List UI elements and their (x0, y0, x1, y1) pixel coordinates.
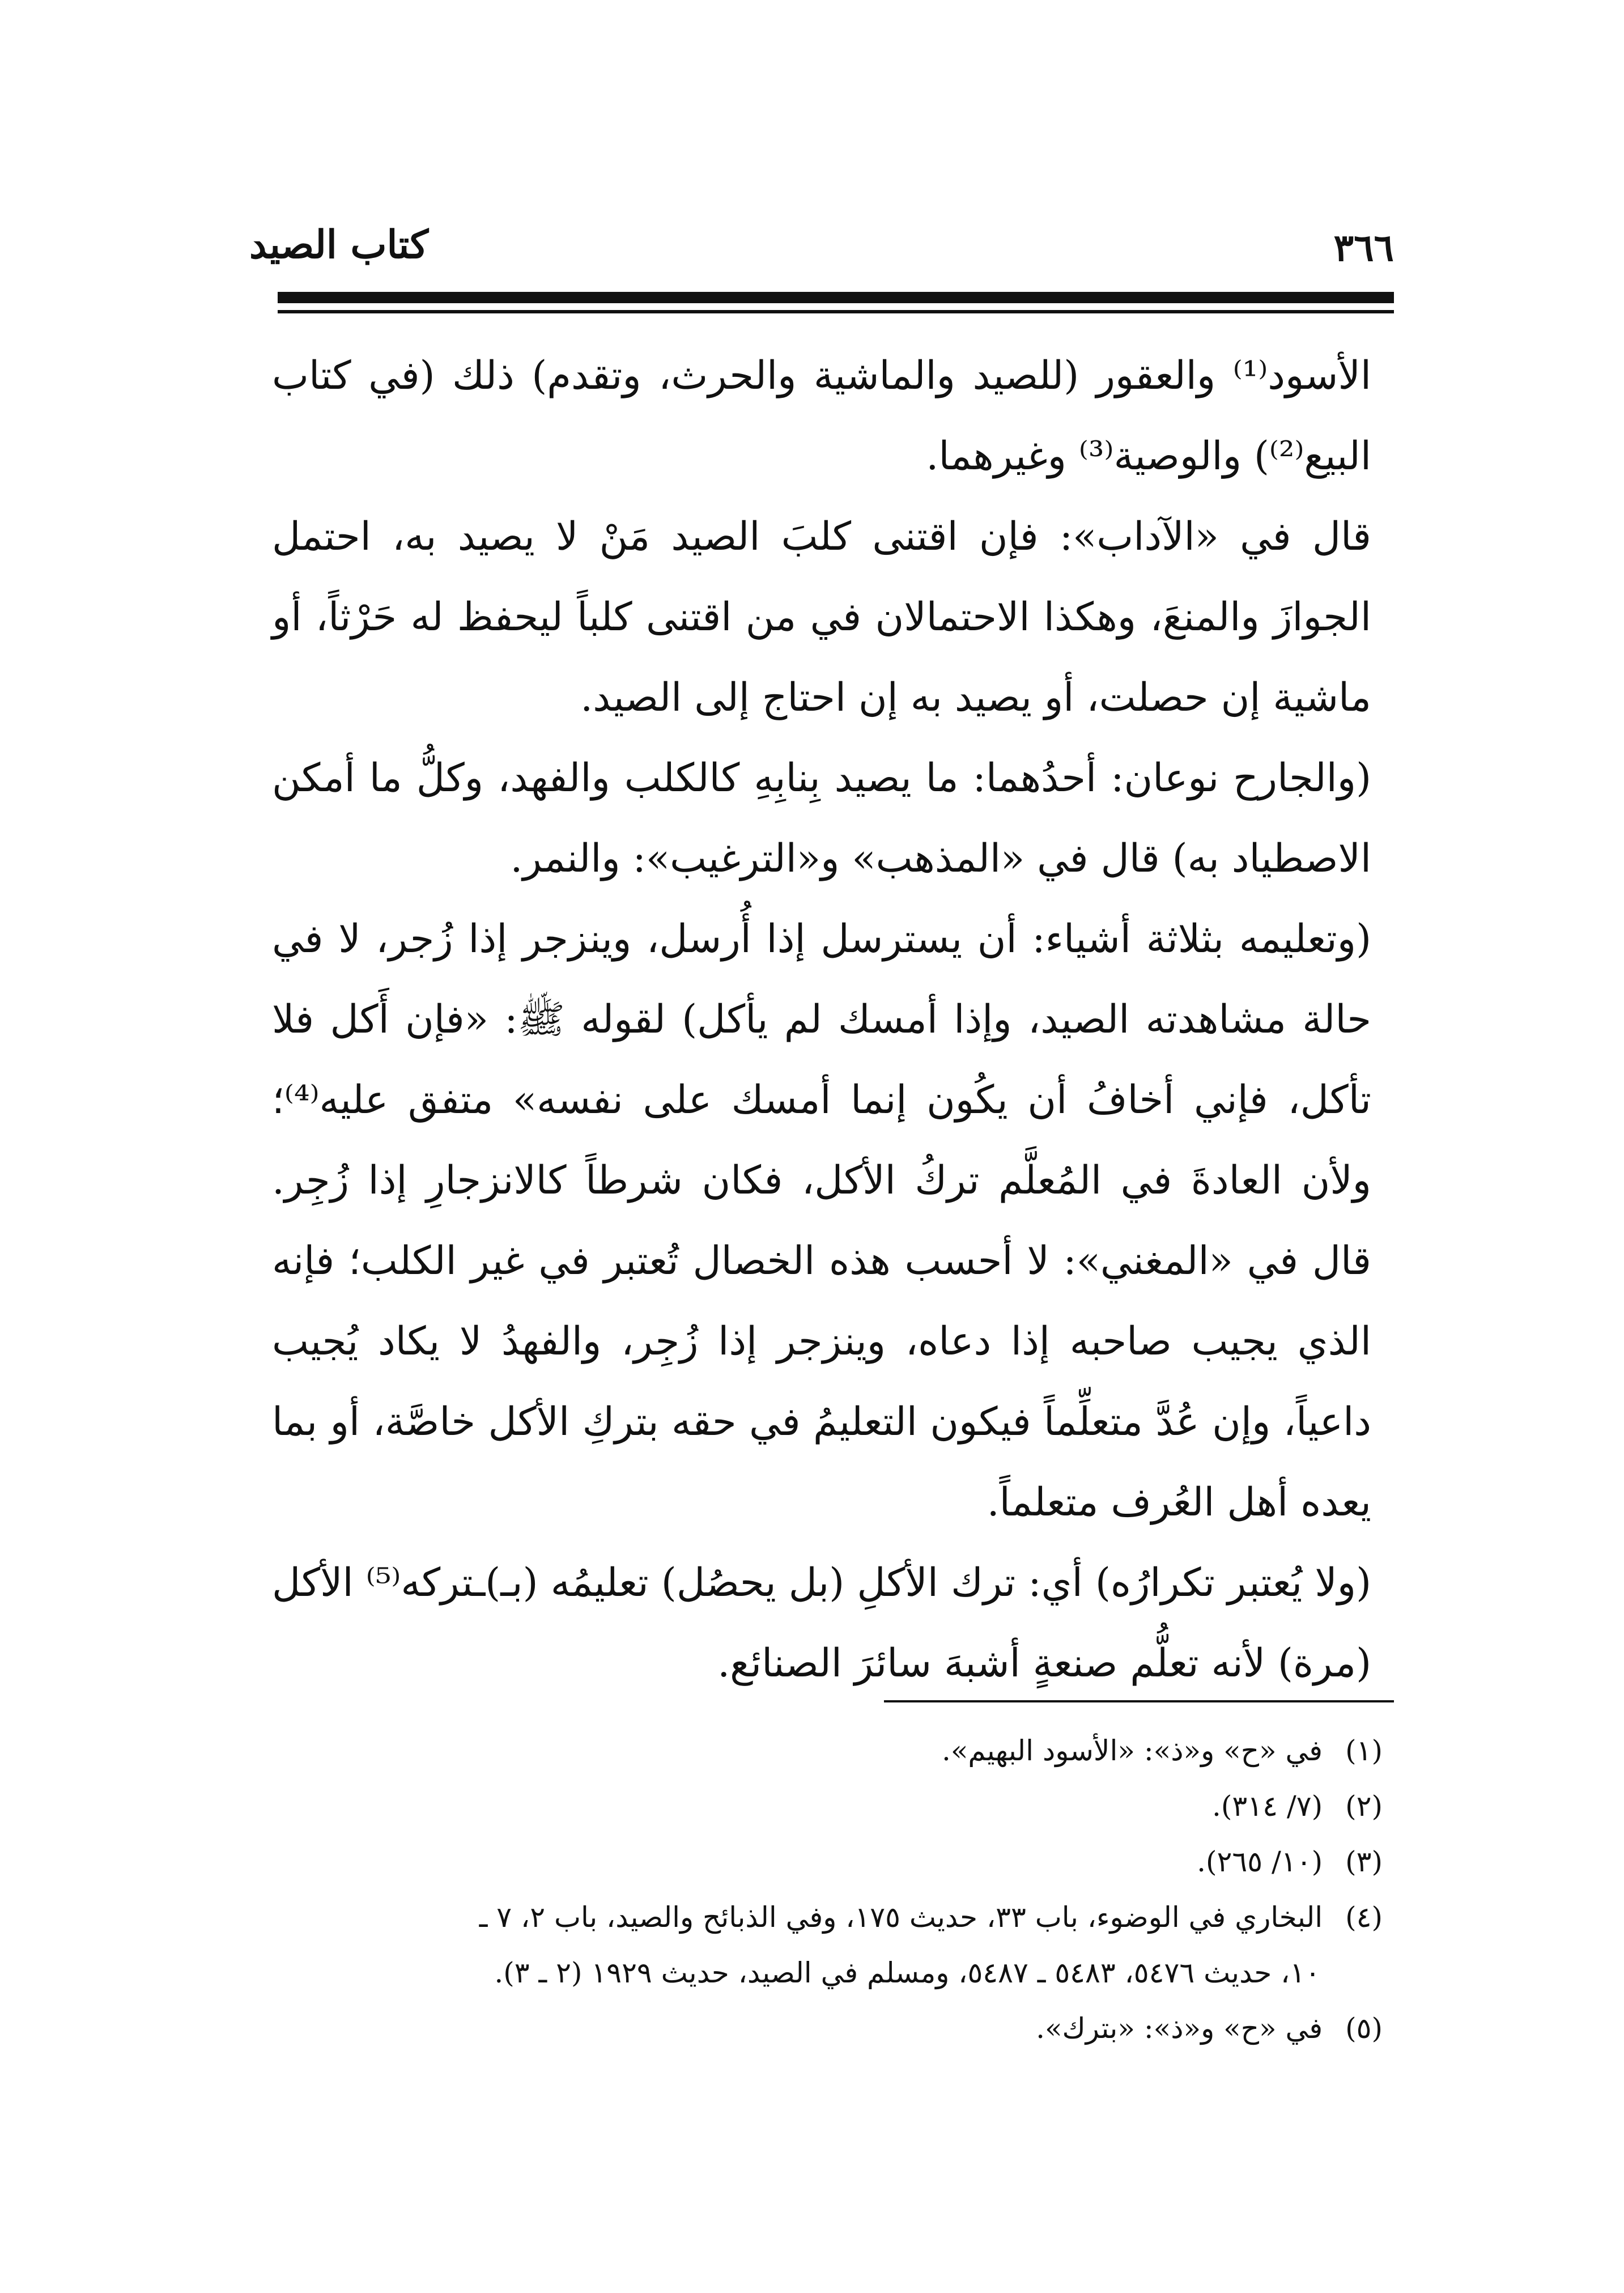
footnote-number: (٢) (1345, 1790, 1383, 1823)
footnote-number: (٣) (1345, 1845, 1383, 1878)
footnote-text: في «ح» و«ذ»: «بترك». (1036, 2012, 1323, 2045)
paragraph: قال في «الآداب»: فإن اقتنى كلبَ الصيد مَنْ لا يصيد به، احتمل الجوازَ والمنعَ، وهكذا الاحتمالان في من اقتنى كلباً ليحفظ له حَرْثاً، أو ماشية إن حصلت، أو يصيد به إن احتاج إلى الصيد. (272, 514, 1371, 720)
paragraph: (ولا يُعتبر تكرارُه) أي: ترك الأكلِ (بل يحصُل) تعليمُه (بـ)ـتركه⁽⁵⁾ الأكل (مرة) لأنه تعلُّم صنعةٍ أشبهَ سائرَ الصنائع. (272, 1560, 1371, 1686)
header-rule-thick (278, 292, 1394, 303)
footnote-number: (١) (1345, 1734, 1383, 1767)
paragraph: الأسود⁽¹⁾ والعقور (للصيد والماشية والحرث، وتقدم) ذلك (في كتاب البيع⁽²⁾) والوصية⁽³⁾ وغيرهما. (272, 353, 1371, 479)
footnote (266, 1723, 1383, 1778)
paragraph: (وتعليمه بثلاثة أشياء: أن يسترسل إذا أُرسل، وينزجر إذا زُجر، لا في حالة مشاهدته الصيد، وإذا أمسك لم يأكل) لقوله ﷺ: «فإن أَكل فلا تأكل، فإني أخافُ أن يكُون إنما أمسك على نفسه» متفق عليه⁽⁴⁾؛ ولأن العادةَ في المُعلَّم تركُ الأكل، فكان شرطاً كالانزجارِ إذا زُجِر. قال في «المغني»: لا أحسب هذه الخصال تُعتبر في غير الكلب؛ فإنه الذي يجيب صاحبه إذا دعاه، وينزجر إذا زُجِر، والفهدُ لا يكاد يُجيب داعياً، وإن عُدَّ متعلِّماً فيكون التعليمُ في حقه بتركِ الأكل خاصَّة، أو بما يعده أهل العُرف متعلماً. (272, 916, 1371, 1525)
footnote-text: (١٠/ ٢٦٥). (1197, 1845, 1323, 1878)
footnotes (266, 1723, 1383, 2056)
footnote-separator (884, 1700, 1394, 1702)
footnote (266, 2001, 1383, 2056)
footnote (266, 1889, 1383, 1945)
footnote (266, 1778, 1383, 1834)
page-number: ٣٦٦ (1333, 226, 1394, 270)
footnote-text: (٧/ ٣١٤). (1211, 1790, 1323, 1823)
footnote-number: (٥) (1345, 2012, 1383, 2045)
footnote (266, 1834, 1383, 1889)
paragraph: (والجارح نوعان: أحدُهما: ما يصيد بِنابِهِ كالكلب والفهد، وكلُّ ما أمكن الاصطياد به) قال في «المذهب» و«الترغيب»: والنمر. (272, 755, 1371, 881)
running-header-title: كتاب الصيد (249, 222, 429, 267)
footnote-text: البخاري في الوضوء، باب ٣٣، حديث ١٧٥، وفي الذبائح والصيد، باب ٢، ٧ ـ (479, 1901, 1323, 1934)
body-text (272, 336, 1371, 1704)
header-rule-thin (278, 310, 1394, 313)
footnote-text: في «ح» و«ذ»: «الأسود البهيم». (941, 1734, 1323, 1767)
footnote-number: (٤) (1345, 1901, 1383, 1934)
footnote-continuation: ١٠، حديث ٥٤٧٦، ٥٤٨٣ ـ ٥٤٨٧، ومسلم في الصيد، حديث ١٩٢٩ (٢ ـ ٣). (494, 1956, 1320, 1989)
